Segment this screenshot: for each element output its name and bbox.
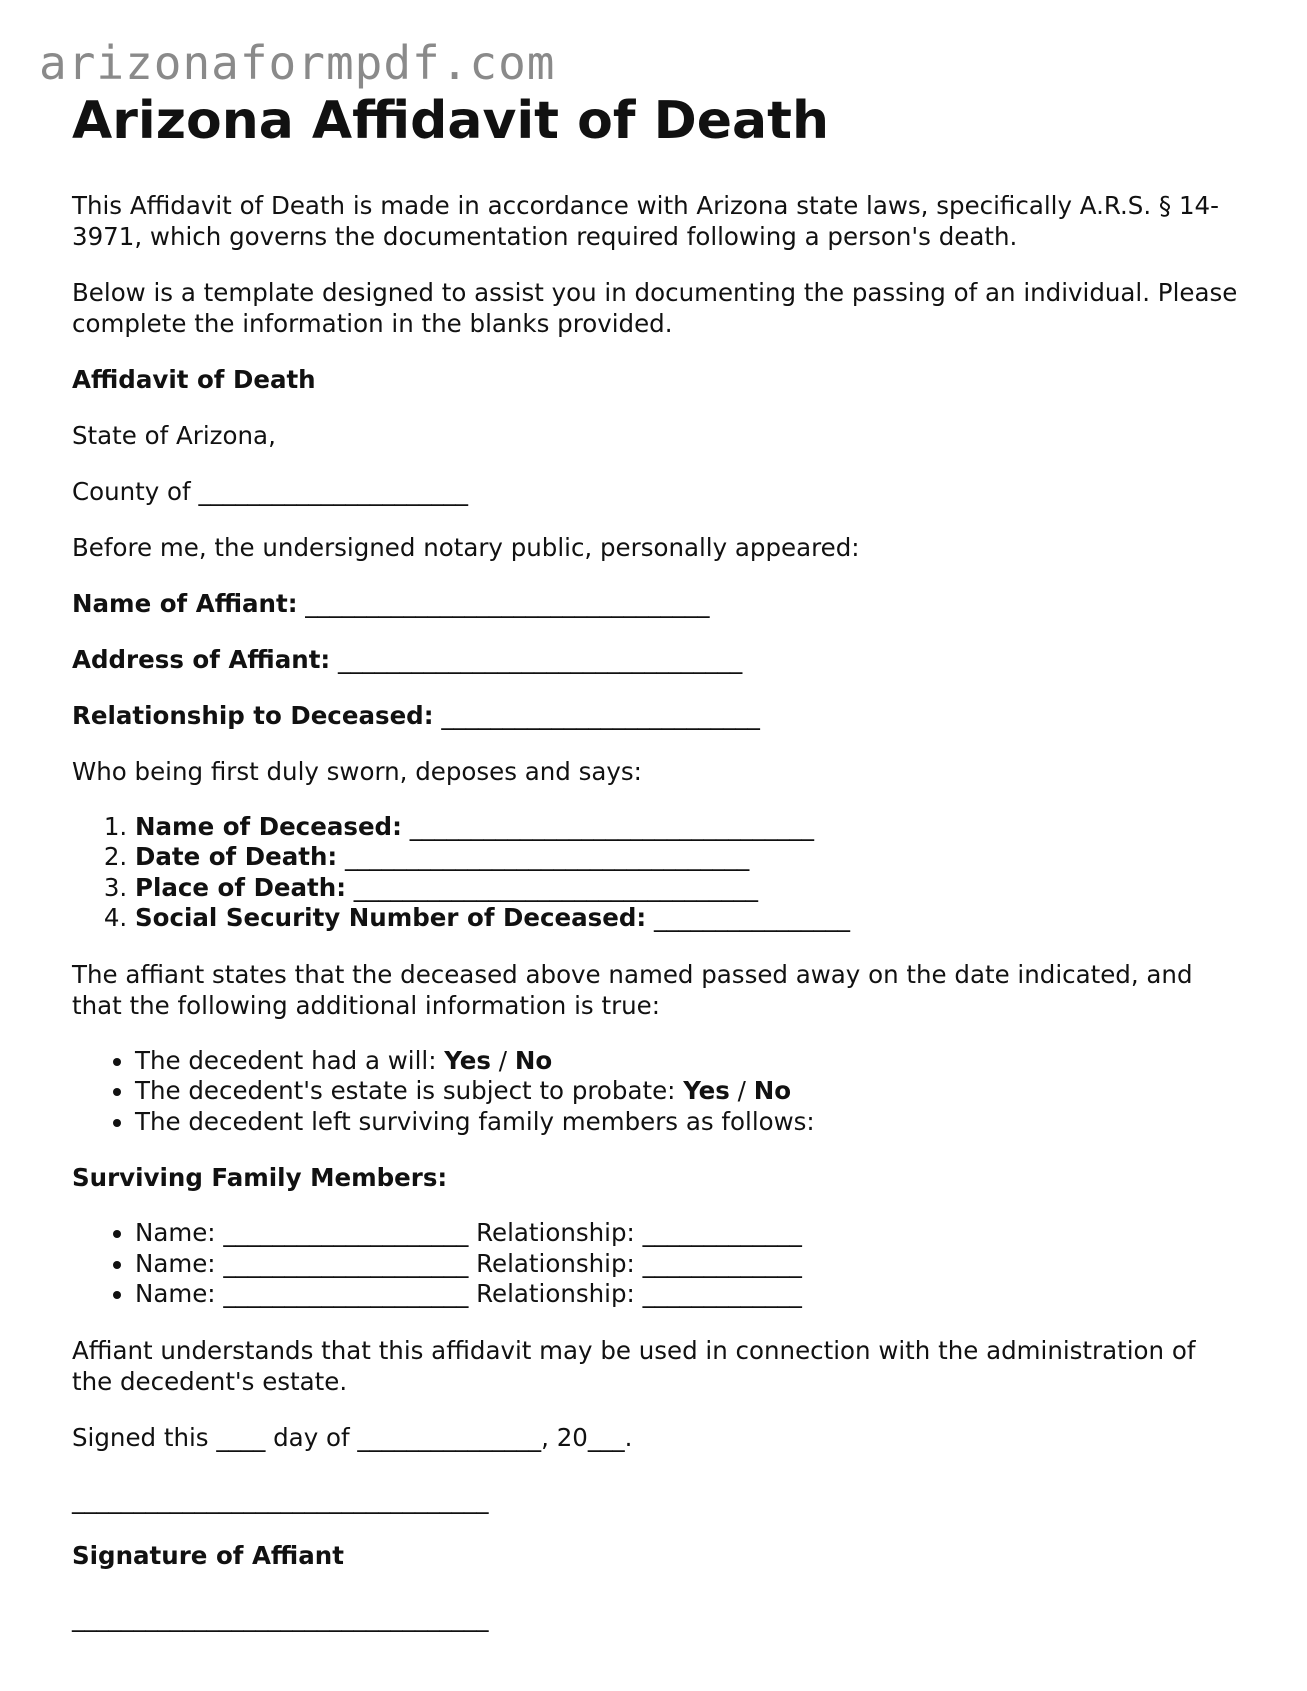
deceased-name-blank[interactable]: _________________________________ — [401, 811, 814, 841]
family-list — [72, 1218, 1242, 1310]
list-item — [135, 1107, 1242, 1138]
watermark: arizonaformpdf.com — [39, 36, 556, 90]
section-title: Affidavit of Death — [72, 364, 316, 394]
option-separator: / — [729, 1076, 754, 1106]
county-blank[interactable]: ______________________ — [198, 476, 468, 506]
yes-option[interactable]: Yes — [444, 1045, 491, 1075]
relationship-blank[interactable]: __________________________ — [433, 700, 760, 730]
state-line: State of Arizona, — [72, 420, 276, 450]
item-text: The decedent left surviving family members as follows: — [135, 1106, 815, 1136]
list-item — [135, 1279, 1242, 1310]
understands-paragraph: Affiant understands that this affidavit may be used in connection with the administration of the decedent's estate. — [72, 1335, 1196, 1396]
family-section-title: Surviving Family Members: — [72, 1163, 448, 1193]
signed-line[interactable]: Signed this ____ day of _______________, 20___. — [72, 1422, 633, 1452]
signature-label: Signature of Affiant — [72, 1540, 344, 1570]
name-label: Name: — [135, 1218, 224, 1248]
relationship-field — [72, 700, 1242, 731]
list-item — [135, 1046, 1242, 1077]
family-relationship-blank[interactable]: _____________ — [642, 1279, 802, 1309]
field-label: Social Security Number of Deceased: — [135, 903, 647, 933]
field-label: Date of Death: — [135, 842, 338, 872]
option-separator: / — [490, 1045, 515, 1075]
info-list — [72, 1046, 1242, 1138]
list-item — [135, 842, 1242, 873]
list-item — [135, 873, 1242, 904]
page-title: Arizona Affidavit of Death — [72, 91, 829, 151]
name-label: Name: — [135, 1248, 224, 1278]
affiant-address-field — [72, 644, 1242, 675]
affiant-name-blank[interactable]: _________________________________ — [297, 588, 710, 618]
item-text: The decedent's estate is subject to probate: — [135, 1076, 684, 1106]
list-item — [135, 1249, 1242, 1280]
sworn-line: Who being first duly sworn, deposes and says: — [72, 756, 642, 786]
intro-paragraph-2: Below is a template designed to assist you in documenting the passing of an individual. Please complete the information in the blanks provided. — [72, 277, 1238, 338]
intro-paragraph-1: This Affidavit of Death is made in accordance with Arizona state laws, specifically A.R.S. § 14-3971, which governs the documentation required following a person's death. — [72, 190, 1219, 251]
list-item — [135, 903, 1242, 934]
relationship-label: Relationship: — [468, 1218, 643, 1248]
name-label: Name: — [135, 1279, 224, 1309]
ssn-blank[interactable]: ________________ — [646, 903, 850, 933]
before-me-line: Before me, the undersigned notary public, personally appeared: — [72, 532, 860, 562]
relationship-label: Relationship: — [468, 1248, 643, 1278]
affiant-address-blank[interactable]: _________________________________ — [330, 644, 743, 674]
county-line — [72, 476, 1242, 507]
family-relationship-blank[interactable]: _____________ — [642, 1248, 802, 1278]
statement-paragraph: The affiant states that the deceased above named passed away on the date indicated, and that the following additional information is true: — [72, 959, 1193, 1020]
signature-blank[interactable]: __________________________________ — [72, 1484, 489, 1514]
family-relationship-blank[interactable]: _____________ — [642, 1218, 802, 1248]
list-item — [135, 1218, 1242, 1249]
item-text: The decedent had a will: — [135, 1045, 445, 1075]
yes-option[interactable]: Yes — [683, 1076, 730, 1106]
no-option[interactable]: No — [753, 1076, 792, 1106]
field-label: Place of Death: — [135, 872, 347, 902]
family-name-blank[interactable]: ____________________ — [223, 1248, 469, 1278]
field-label: Relationship to Deceased: — [72, 700, 434, 730]
list-item — [135, 1076, 1242, 1107]
county-label: County of — [72, 476, 199, 506]
family-name-blank[interactable]: ____________________ — [223, 1218, 469, 1248]
no-option[interactable]: No — [514, 1045, 553, 1075]
document — [72, 92, 1242, 1633]
field-label: Address of Affiant: — [72, 644, 331, 674]
place-of-death-blank[interactable]: _________________________________ — [346, 872, 759, 902]
second-signature-blank[interactable]: __________________________________ — [72, 1602, 489, 1632]
deceased-list — [72, 812, 1242, 934]
field-label: Name of Deceased: — [135, 811, 402, 841]
affiant-name-field — [72, 588, 1242, 619]
list-item — [135, 812, 1242, 843]
field-label: Name of Affiant: — [72, 588, 298, 618]
relationship-label: Relationship: — [468, 1279, 643, 1309]
family-name-blank[interactable]: ____________________ — [223, 1279, 469, 1309]
date-of-death-blank[interactable]: _________________________________ — [337, 842, 750, 872]
